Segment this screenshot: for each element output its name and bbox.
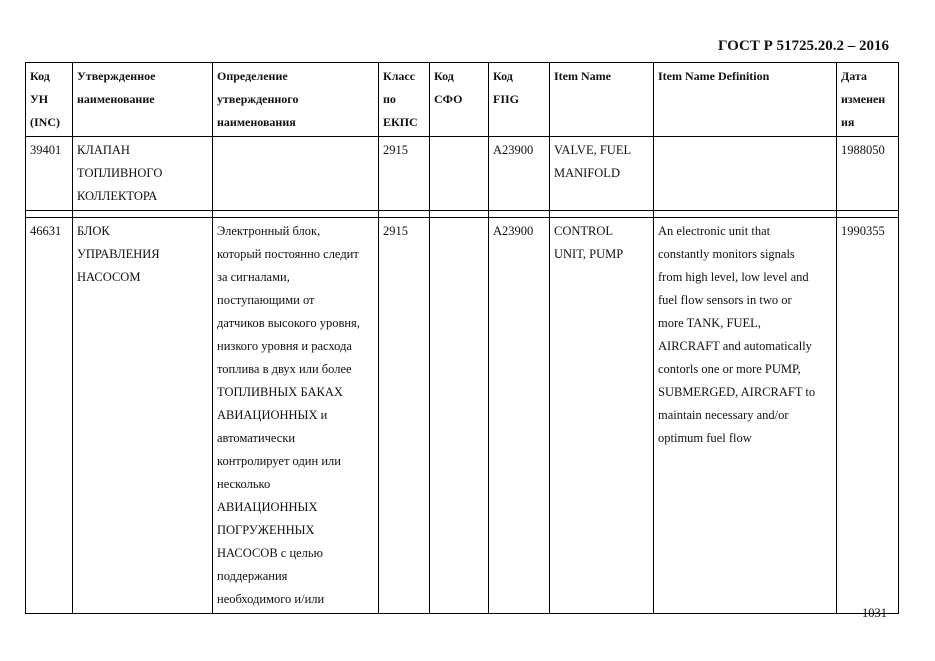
class-cell: 2915 [379, 218, 430, 614]
definition-ru-cell [213, 137, 379, 211]
cell-line: необходимого и/или [217, 592, 325, 606]
cell-line: КОЛЛЕКТОРА [77, 189, 158, 203]
cell-line: Определение [217, 69, 288, 83]
cell-line: поступающими от [217, 293, 315, 307]
cell-line: AIRCRAFT and automatically [658, 339, 812, 353]
col-definition-en-header [654, 63, 837, 137]
cell-line: ТОПЛИВНОГО [77, 166, 163, 180]
fiig-cell: A23900 [489, 218, 550, 614]
separator-cell [654, 211, 837, 218]
cell-line: Класс [383, 69, 416, 83]
cell-line: Код [434, 69, 454, 83]
cell-line: Item Name Definition [658, 69, 770, 83]
cell-line: An electronic unit that [658, 224, 771, 238]
cell-line: за сигналами, [217, 270, 290, 284]
cell-line: maintain necessary and/or [658, 408, 789, 422]
cell-line: наименования [217, 115, 296, 129]
col-definition-ru-header [213, 63, 379, 137]
separator-cell [213, 211, 379, 218]
table-row [26, 137, 899, 211]
inc-cell: 46631 [26, 218, 73, 614]
cell-line: контролирует один или [217, 454, 341, 468]
cell-line: который постоянно следит [217, 247, 359, 261]
separator-cell [73, 211, 213, 218]
col-item-name-header [550, 63, 654, 137]
cell-line: ЕКПС [383, 115, 418, 129]
cell-line: CONTROL [554, 224, 614, 238]
cell-line: Код [30, 69, 50, 83]
cell-line: Дата [841, 69, 867, 83]
item-name-cell [550, 218, 654, 614]
cell-line: fuel flow sensors in two or [658, 293, 792, 307]
item-name-cell [550, 137, 654, 211]
cell-line: поддержания [217, 569, 288, 583]
table-row [26, 218, 899, 614]
definition-ru-cell [213, 218, 379, 614]
row-separator [26, 211, 899, 218]
cell-line: НАСОСОМ [77, 270, 141, 284]
separator-cell [379, 211, 430, 218]
cell-line: УН [30, 92, 49, 106]
separator-cell [26, 211, 73, 218]
document-code: ГОСТ Р 51725.20.2 – 2016 [717, 38, 889, 54]
cell-line: НАСОСОВ с целью [217, 546, 323, 560]
cell-line: MANIFOLD [554, 166, 620, 180]
cell-line: Код [493, 69, 513, 83]
cell-line: SUBMERGED, AIRCRAFT to [658, 385, 816, 399]
approved-name-cell [73, 137, 213, 211]
cell-line: contorls one or more PUMP, [658, 362, 801, 376]
definition-en-cell [654, 218, 837, 614]
separator-cell [430, 211, 489, 218]
cell-line: FIIG [493, 92, 520, 106]
cell-line: утвержденного [217, 92, 299, 106]
table-header-row [26, 63, 899, 137]
separator-cell [550, 211, 654, 218]
cell-line: низкого уровня и расхода [217, 339, 352, 353]
separator-cell [489, 211, 550, 218]
col-class-header [379, 63, 430, 137]
cell-line: АВИАЦИОННЫХ [217, 500, 318, 514]
catalog-table [25, 62, 899, 614]
cell-line: VALVE, FUEL [554, 143, 632, 157]
cell-line: КЛАПАН [77, 143, 130, 157]
cell-line: изменен [841, 92, 886, 106]
class-cell: 2915 [379, 137, 430, 211]
cell-line: по [383, 92, 396, 106]
sfo-cell [430, 137, 489, 211]
date-cell: 1990355 [837, 218, 899, 614]
col-sfo-header [430, 63, 489, 137]
cell-line: ия [841, 115, 855, 129]
cell-line: Утвержденное [77, 69, 156, 83]
cell-line: more TANK, FUEL, [658, 316, 761, 330]
fiig-cell: A23900 [489, 137, 550, 211]
cell-line: УПРАВЛЕНИЯ [77, 247, 160, 261]
page-number: 1031 [862, 606, 887, 620]
cell-line: Электронный блок, [217, 224, 321, 238]
separator-cell [837, 211, 899, 218]
col-date-header [837, 63, 899, 137]
definition-en-cell [654, 137, 837, 211]
inc-cell: 39401 [26, 137, 73, 211]
cell-line: топлива в двух или более [217, 362, 352, 376]
cell-line: ТОПЛИВНЫХ БАКАХ [217, 385, 343, 399]
cell-line: (INC) [30, 115, 60, 129]
approved-name-cell [73, 218, 213, 614]
cell-line: автоматически [217, 431, 296, 445]
cell-line: optimum fuel flow [658, 431, 752, 445]
cell-line: from high level, low level and [658, 270, 809, 284]
cell-line: БЛОК [77, 224, 110, 238]
cell-line: датчиков высокого уровня, [217, 316, 360, 330]
cell-line: Item Name [554, 69, 611, 83]
cell-line: СФО [434, 92, 463, 106]
cell-line: АВИАЦИОННЫХ и [217, 408, 328, 422]
col-fiig-header [489, 63, 550, 137]
col-inc-header [26, 63, 73, 137]
cell-line: ПОГРУЖЕННЫХ [217, 523, 315, 537]
cell-line: наименование [77, 92, 155, 106]
cell-line: constantly monitors signals [658, 247, 795, 261]
cell-line: несколько [217, 477, 271, 491]
col-approved-name-header [73, 63, 213, 137]
date-cell: 1988050 [837, 137, 899, 211]
sfo-cell [430, 218, 489, 614]
cell-line: UNIT, PUMP [554, 247, 624, 261]
